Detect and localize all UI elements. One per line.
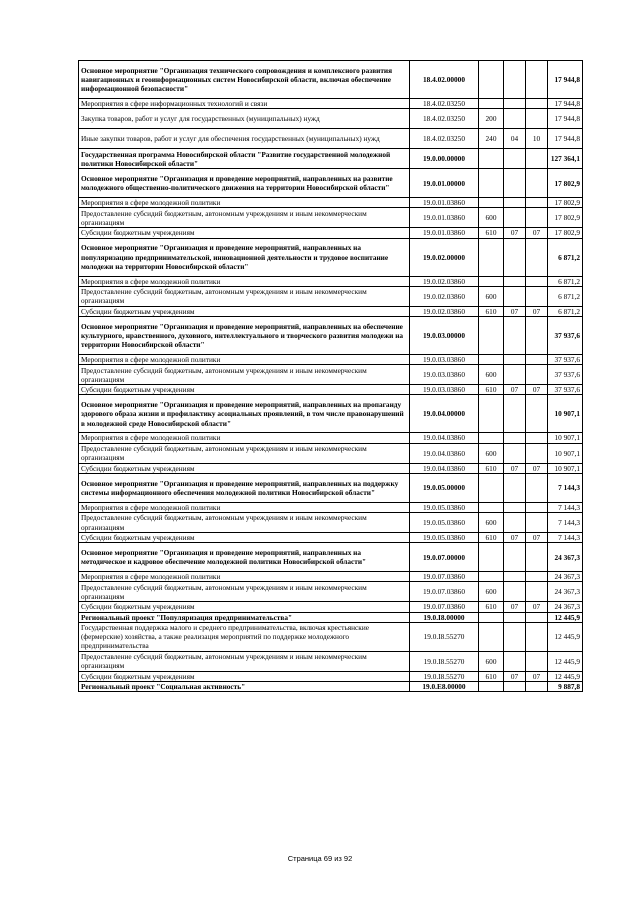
table-row (79, 129, 583, 149)
table-row (79, 572, 583, 582)
row-code-cell: 19.0.03.00000 (410, 317, 479, 355)
row-name-cell: Субсидии бюджетным учреждениям (79, 463, 410, 473)
row-code-cell: 19.0.04.03860 (410, 443, 479, 463)
row-code-cell: 19.0.I8.55270 (410, 671, 479, 681)
row-name-cell: Мероприятия в сфере молодежной политики (79, 198, 410, 208)
row-name-cell: Основное мероприятие "Организация технического сопровождения и комплексного развития навигационных и геоинформационных систем Новосибирской области, включая обеспечение информационной безопасности" (79, 61, 410, 99)
row-section-cell (504, 612, 526, 622)
row-subsection-cell (526, 433, 548, 443)
row-code-cell: 18.4.02.03250 (410, 109, 479, 129)
table-row (79, 651, 583, 671)
row-amount-cell: 17 802,9 (548, 208, 583, 228)
row-code-cell: 19.0.02.03860 (410, 306, 479, 316)
row-subsection-cell: 07 (526, 385, 548, 395)
row-code-cell: 19.0.04.00000 (410, 395, 479, 433)
row-expense-type-cell: 240 (479, 129, 504, 149)
table-row (79, 317, 583, 355)
row-amount-cell: 24 367,3 (548, 572, 583, 582)
row-expense-type-cell (479, 317, 504, 355)
row-amount-cell: 17 944,8 (548, 129, 583, 149)
row-subsection-cell (526, 582, 548, 602)
row-name-cell: Иные закупки товаров, работ и услуг для обеспечения государственных (муниципальных) нужд (79, 129, 410, 149)
row-section-cell (504, 61, 526, 99)
row-amount-cell: 7 144,3 (548, 513, 583, 533)
row-subsection-cell: 10 (526, 129, 548, 149)
row-amount-cell: 17 944,8 (548, 99, 583, 109)
page-number: Страница 69 из 92 (287, 854, 353, 863)
row-expense-type-cell (479, 682, 504, 692)
row-code-cell: 19.0.02.03860 (410, 276, 479, 286)
row-section-cell (504, 513, 526, 533)
row-subsection-cell (526, 395, 548, 433)
row-section-cell (504, 276, 526, 286)
row-name-cell: Основное мероприятие "Организация и проведение мероприятий, направленных на развитие молодежного общественно-политического движения на территории Новосибирской области" (79, 169, 410, 198)
table-row (79, 463, 583, 473)
row-section-cell: 07 (504, 385, 526, 395)
row-name-cell: Мероприятия в сфере молодежной политики (79, 276, 410, 286)
row-subsection-cell (526, 317, 548, 355)
row-name-cell: Субсидии бюджетным учреждениям (79, 671, 410, 681)
row-amount-cell: 17 944,8 (548, 109, 583, 129)
table-row (79, 682, 583, 692)
row-name-cell: Субсидии бюджетным учреждениям (79, 306, 410, 316)
row-subsection-cell (526, 443, 548, 463)
row-amount-cell: 24 367,3 (548, 543, 583, 572)
row-amount-cell: 37 937,6 (548, 355, 583, 365)
row-amount-cell: 24 367,3 (548, 582, 583, 602)
row-expense-type-cell (479, 612, 504, 622)
row-name-cell: Предоставление субсидий бюджетным, автономным учреждениям и иным некоммерческим организациям (79, 286, 410, 306)
row-expense-type-cell: 600 (479, 286, 504, 306)
row-name-cell: Субсидии бюджетным учреждениям (79, 385, 410, 395)
row-amount-cell: 17 802,9 (548, 198, 583, 208)
row-expense-type-cell (479, 276, 504, 286)
row-code-cell: 19.0.04.03860 (410, 463, 479, 473)
row-section-cell (504, 582, 526, 602)
row-section-cell: 07 (504, 463, 526, 473)
row-name-cell: Государственная программа Новосибирской области "Развитие государственной молодежной политики Новосибирской области" (79, 149, 410, 169)
row-amount-cell: 24 367,3 (548, 602, 583, 612)
row-amount-cell: 7 144,3 (548, 533, 583, 543)
row-code-cell: 19.0.01.03860 (410, 198, 479, 208)
row-code-cell: 19.0.I8.00000 (410, 612, 479, 622)
row-subsection-cell: 07 (526, 602, 548, 612)
row-amount-cell: 7 144,3 (548, 502, 583, 512)
row-subsection-cell (526, 651, 548, 671)
row-expense-type-cell (479, 395, 504, 433)
row-subsection-cell (526, 238, 548, 276)
row-amount-cell: 37 937,6 (548, 365, 583, 385)
table-row (79, 602, 583, 612)
row-subsection-cell (526, 622, 548, 651)
row-section-cell (504, 238, 526, 276)
row-expense-type-cell (479, 572, 504, 582)
row-section-cell (504, 682, 526, 692)
row-name-cell: Предоставление субсидий бюджетным, автономным учреждениям и иным некоммерческим организациям (79, 443, 410, 463)
row-expense-type-cell (479, 473, 504, 502)
row-code-cell: 18.4.02.03250 (410, 129, 479, 149)
row-section-cell: 04 (504, 129, 526, 149)
row-expense-type-cell: 610 (479, 602, 504, 612)
row-amount-cell: 37 937,6 (548, 385, 583, 395)
row-subsection-cell (526, 365, 548, 385)
row-section-cell (504, 572, 526, 582)
row-name-cell: Предоставление субсидий бюджетным, автономным учреждениям и иным некоммерческим организациям (79, 208, 410, 228)
table-row (79, 473, 583, 502)
row-section-cell (504, 286, 526, 306)
row-subsection-cell (526, 543, 548, 572)
budget-table-body (79, 61, 583, 692)
row-code-cell: 19.0.01.03860 (410, 228, 479, 238)
row-expense-type-cell (479, 149, 504, 169)
row-section-cell (504, 651, 526, 671)
table-row (79, 513, 583, 533)
row-subsection-cell (526, 572, 548, 582)
table-row (79, 208, 583, 228)
row-expense-type-cell: 610 (479, 533, 504, 543)
row-expense-type-cell: 600 (479, 443, 504, 463)
row-section-cell (504, 208, 526, 228)
row-expense-type-cell: 600 (479, 365, 504, 385)
row-code-cell: 19.0.01.00000 (410, 169, 479, 198)
row-subsection-cell (526, 99, 548, 109)
row-subsection-cell (526, 682, 548, 692)
row-expense-type-cell (479, 502, 504, 512)
row-name-cell: Мероприятия в сфере молодежной политики (79, 355, 410, 365)
row-expense-type-cell: 600 (479, 208, 504, 228)
table-row (79, 198, 583, 208)
row-expense-type-cell (479, 99, 504, 109)
row-code-cell: 19.0.07.00000 (410, 543, 479, 572)
row-expense-type-cell: 610 (479, 306, 504, 316)
row-amount-cell: 10 907,1 (548, 433, 583, 443)
row-subsection-cell (526, 276, 548, 286)
row-expense-type-cell (479, 543, 504, 572)
row-subsection-cell: 07 (526, 228, 548, 238)
row-section-cell: 07 (504, 306, 526, 316)
row-name-cell: Основное мероприятие "Организация и проведение мероприятий, направленных на поддержку системы информационного обеспечения молодежной политики Новосибирской области" (79, 473, 410, 502)
row-name-cell: Предоставление субсидий бюджетным, автономным учреждениям и иным некоммерческим организациям (79, 582, 410, 602)
table-row (79, 671, 583, 681)
row-subsection-cell (526, 612, 548, 622)
row-name-cell: Субсидии бюджетным учреждениям (79, 602, 410, 612)
row-expense-type-cell: 200 (479, 109, 504, 129)
row-section-cell (504, 169, 526, 198)
row-amount-cell: 9 887,8 (548, 682, 583, 692)
row-section-cell: 07 (504, 533, 526, 543)
row-expense-type-cell: 610 (479, 228, 504, 238)
budget-table (78, 60, 583, 692)
row-expense-type-cell: 610 (479, 671, 504, 681)
row-name-cell: Основное мероприятие "Организация и проведение мероприятий, направленных на методическое и кадровое обеспечение молодежной политики Новосибирской области" (79, 543, 410, 572)
row-code-cell: 19.0.07.03860 (410, 572, 479, 582)
row-amount-cell: 37 937,6 (548, 317, 583, 355)
row-amount-cell: 10 907,1 (548, 443, 583, 463)
row-amount-cell: 6 871,2 (548, 276, 583, 286)
row-section-cell (504, 198, 526, 208)
row-subsection-cell (526, 502, 548, 512)
row-subsection-cell: 07 (526, 671, 548, 681)
row-name-cell: Мероприятия в сфере информационных технологий и связи (79, 99, 410, 109)
row-amount-cell: 12 445,9 (548, 612, 583, 622)
table-row (79, 306, 583, 316)
row-code-cell: 19.0.02.03860 (410, 286, 479, 306)
row-code-cell: 19.0.04.03860 (410, 433, 479, 443)
row-code-cell: 19.0.07.03860 (410, 582, 479, 602)
row-name-cell: Закупка товаров, работ и услуг для государственных (муниципальных) нужд (79, 109, 410, 129)
row-expense-type-cell (479, 433, 504, 443)
row-name-cell: Мероприятия в сфере молодежной политики (79, 433, 410, 443)
row-code-cell: 19.0.01.03860 (410, 208, 479, 228)
row-expense-type-cell (479, 355, 504, 365)
row-amount-cell: 10 907,1 (548, 463, 583, 473)
row-subsection-cell (526, 513, 548, 533)
row-subsection-cell (526, 109, 548, 129)
row-subsection-cell (526, 198, 548, 208)
table-row (79, 61, 583, 99)
row-amount-cell: 12 445,9 (548, 651, 583, 671)
row-amount-cell: 6 871,2 (548, 286, 583, 306)
row-subsection-cell (526, 61, 548, 99)
row-amount-cell: 17 944,8 (548, 61, 583, 99)
table-row (79, 276, 583, 286)
row-amount-cell: 17 802,9 (548, 169, 583, 198)
row-code-cell: 19.0.03.03860 (410, 355, 479, 365)
row-amount-cell: 7 144,3 (548, 473, 583, 502)
row-expense-type-cell: 610 (479, 385, 504, 395)
row-section-cell (504, 473, 526, 502)
row-code-cell: 19.0.05.03860 (410, 502, 479, 512)
table-row (79, 622, 583, 651)
row-subsection-cell: 07 (526, 306, 548, 316)
table-row (79, 149, 583, 169)
row-amount-cell: 6 871,2 (548, 238, 583, 276)
row-subsection-cell (526, 169, 548, 198)
row-name-cell: Региональный проект "Социальная активность" (79, 682, 410, 692)
row-section-cell (504, 622, 526, 651)
row-expense-type-cell: 600 (479, 513, 504, 533)
row-code-cell: 19.0.I8.55270 (410, 651, 479, 671)
row-section-cell (504, 433, 526, 443)
table-row (79, 109, 583, 129)
row-subsection-cell: 07 (526, 533, 548, 543)
table-row (79, 355, 583, 365)
row-expense-type-cell (479, 61, 504, 99)
row-name-cell: Региональный проект "Популяризация предпринимательства" (79, 612, 410, 622)
table-row (79, 433, 583, 443)
table-row (79, 238, 583, 276)
table-row (79, 443, 583, 463)
row-name-cell: Субсидии бюджетным учреждениям (79, 533, 410, 543)
table-row (79, 582, 583, 602)
row-code-cell: 19.0.02.00000 (410, 238, 479, 276)
row-code-cell: 19.0.00.00000 (410, 149, 479, 169)
row-name-cell: Субсидии бюджетным учреждениям (79, 228, 410, 238)
row-name-cell: Основное мероприятие "Организация и проведение мероприятий, направленных на пропаганду здорового образа жизни и профилактику асоциальных проявлений, в том числе правонарушений в молодежной среде Новосибирской области" (79, 395, 410, 433)
row-code-cell: 19.0.05.00000 (410, 473, 479, 502)
row-subsection-cell (526, 208, 548, 228)
row-amount-cell: 12 445,9 (548, 622, 583, 651)
row-section-cell: 07 (504, 602, 526, 612)
table-row (79, 612, 583, 622)
row-section-cell (504, 502, 526, 512)
row-amount-cell: 12 445,9 (548, 671, 583, 681)
row-expense-type-cell: 610 (479, 463, 504, 473)
table-row (79, 365, 583, 385)
row-expense-type-cell: 600 (479, 582, 504, 602)
row-amount-cell: 6 871,2 (548, 306, 583, 316)
row-code-cell: 19.0.E8.00000 (410, 682, 479, 692)
row-expense-type-cell (479, 169, 504, 198)
row-expense-type-cell (479, 238, 504, 276)
table-row (79, 286, 583, 306)
table-row (79, 395, 583, 433)
row-subsection-cell (526, 286, 548, 306)
row-section-cell (504, 443, 526, 463)
row-code-cell: 19.0.07.03860 (410, 602, 479, 612)
row-section-cell (504, 355, 526, 365)
row-name-cell: Предоставление субсидий бюджетным, автономным учреждениям и иным некоммерческим организациям (79, 651, 410, 671)
row-section-cell (504, 317, 526, 355)
row-code-cell: 19.0.03.03860 (410, 365, 479, 385)
row-section-cell (504, 395, 526, 433)
row-subsection-cell (526, 149, 548, 169)
row-code-cell: 19.0.05.03860 (410, 533, 479, 543)
row-name-cell: Предоставление субсидий бюджетным, автономным учреждениям и иным некоммерческим организациям (79, 365, 410, 385)
row-section-cell (504, 543, 526, 572)
row-amount-cell: 17 802,9 (548, 228, 583, 238)
row-amount-cell: 10 907,1 (548, 395, 583, 433)
row-code-cell: 19.0.I8.55270 (410, 622, 479, 651)
row-section-cell: 07 (504, 228, 526, 238)
table-row (79, 228, 583, 238)
row-name-cell: Государственная поддержка малого и среднего предпринимательства, включая крестьянские (фермерские) хозяйства, а также реализация мероприятий по поддержке молодежного предпринимательства (79, 622, 410, 651)
row-name-cell: Мероприятия в сфере молодежной политики (79, 572, 410, 582)
table-row (79, 385, 583, 395)
row-section-cell: 07 (504, 671, 526, 681)
row-name-cell: Мероприятия в сфере молодежной политики (79, 502, 410, 512)
row-code-cell: 18.4.02.00000 (410, 61, 479, 99)
row-amount-cell: 127 364,1 (548, 149, 583, 169)
table-row (79, 169, 583, 198)
row-section-cell (504, 109, 526, 129)
row-name-cell: Основное мероприятие "Организация и проведение мероприятий, направленных на популяризацию предпринимательской, инновационной деятельности и трудовое воспитание молодежи на территории Новосибирской области" (79, 238, 410, 276)
row-subsection-cell: 07 (526, 463, 548, 473)
row-subsection-cell (526, 473, 548, 502)
row-code-cell: 18.4.02.03250 (410, 99, 479, 109)
row-section-cell (504, 365, 526, 385)
row-section-cell (504, 149, 526, 169)
row-name-cell: Основное мероприятие "Организация и проведение мероприятий, направленных на обеспечение культурного, нравственного, духовного, интеллектуального и творческого развития молодежи на территории Новосибирской области" (79, 317, 410, 355)
row-code-cell: 19.0.05.03860 (410, 513, 479, 533)
row-section-cell (504, 99, 526, 109)
row-expense-type-cell (479, 198, 504, 208)
table-row (79, 533, 583, 543)
row-expense-type-cell: 600 (479, 651, 504, 671)
row-expense-type-cell (479, 622, 504, 651)
table-row (79, 543, 583, 572)
row-name-cell: Предоставление субсидий бюджетным, автономным учреждениям и иным некоммерческим организациям (79, 513, 410, 533)
row-subsection-cell (526, 355, 548, 365)
table-row (79, 99, 583, 109)
table-row (79, 502, 583, 512)
row-code-cell: 19.0.03.03860 (410, 385, 479, 395)
